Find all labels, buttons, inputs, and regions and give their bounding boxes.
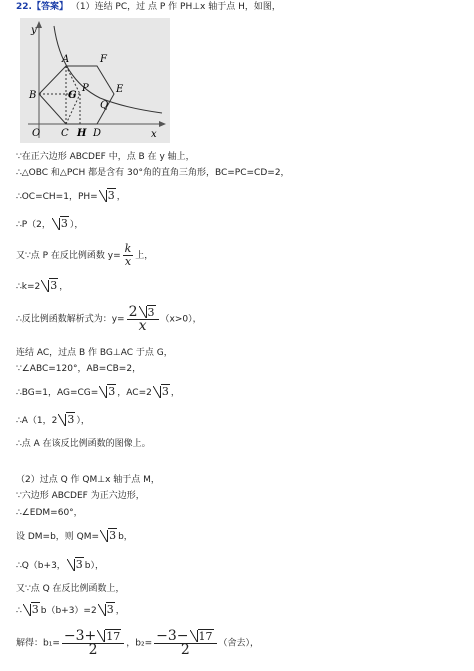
label-y: y [31, 25, 37, 36]
fraction-2sqrt3-over-x: $\frac{2 3}{x}$ [127, 306, 159, 332]
line-17: ∴Q（b+3， 3 b）， [16, 558, 105, 571]
geometry-figure [20, 18, 170, 143]
fraction-k-over-x: $\frac{k}{x}$ [124, 242, 132, 268]
line-7: ∴反比例函数解析式为：y= $\frac{2 3}{x}$ （x>0）， [16, 304, 202, 334]
label-p: P [82, 83, 89, 94]
line-3: ∴OC=CH=1，PH= 3 ， [16, 189, 126, 202]
line-19: ∴ 3 b（b+3）=2 3 ， [16, 603, 125, 616]
sqrt-3: 3 [52, 218, 69, 231]
line-8: 连结 AC，过点 B 作 BG⊥AC 于点 G， [16, 348, 173, 358]
label-e: E [116, 84, 124, 95]
fraction-b2: $\frac{-3- 17}{2}$ [154, 630, 216, 656]
line-14: ∵六边形 ABCDEF 为正六边形， [16, 491, 145, 501]
header-text: （1）连结 PC，过 点 P 作 PH⊥x 轴于点 H，如图， [70, 2, 281, 12]
label-x: x [151, 129, 157, 140]
label-b: B [29, 90, 37, 101]
answer-tag: 【答案】 [31, 2, 68, 12]
line-4: ∴P（2， 3 ）， [16, 217, 84, 230]
line-1: ∵在正六边形 ABCDEF 中，点 B 在 y 轴上， [16, 152, 195, 162]
line-11: ∴A（1，2 3 ）， [16, 413, 90, 426]
fraction-b1: $\frac{-3+ 17}{2}$ [62, 630, 124, 656]
line-9: ∵∠ABC=120°，AB=CB=2， [16, 364, 142, 374]
sqrt-3: 3 [99, 190, 116, 203]
label-q: Q [100, 100, 109, 111]
label-a: A [62, 54, 70, 65]
line-13: （2）过点 Q 作 QM⊥x 轴于点 M， [16, 475, 160, 485]
question-number: 22. [16, 2, 32, 12]
label-g: G [68, 90, 77, 101]
line-15: ∴∠EDM=60°， [16, 508, 83, 518]
line-18: 又∵点 Q 在反比例函数上， [16, 584, 125, 594]
line-10: ∴BG=1，AG=CG= 3 ，AC=2 3 ， [16, 385, 180, 398]
label-h: H [77, 128, 87, 139]
header-line [16, 1, 281, 13]
label-c: C [61, 128, 69, 139]
label-o: O [32, 128, 41, 139]
line-6: ∴k=2 3 ， [16, 279, 69, 292]
line-16: 设 DM=b，则 QM= 3 b， [16, 529, 133, 542]
line-12: ∴点 A 在该反比例函数的图像上。 [16, 439, 151, 449]
label-d: D [93, 128, 102, 139]
line-2: ∴△OBC 和△PCH 都是含有 30°角的直角三角形，BC=PC=CD=2， [16, 168, 290, 178]
line-20: 解得：b₁= $\frac{-3+ 17}{2}$ ，b₂= $\frac{-3- 17}{2}$ （舍去）， [16, 628, 260, 658]
sqrt-3: 3 [41, 280, 58, 293]
label-f: F [100, 54, 107, 65]
line-5: 又∵点 P 在反比例函数 y= $\frac{k}{x}$ 上， [16, 242, 154, 268]
